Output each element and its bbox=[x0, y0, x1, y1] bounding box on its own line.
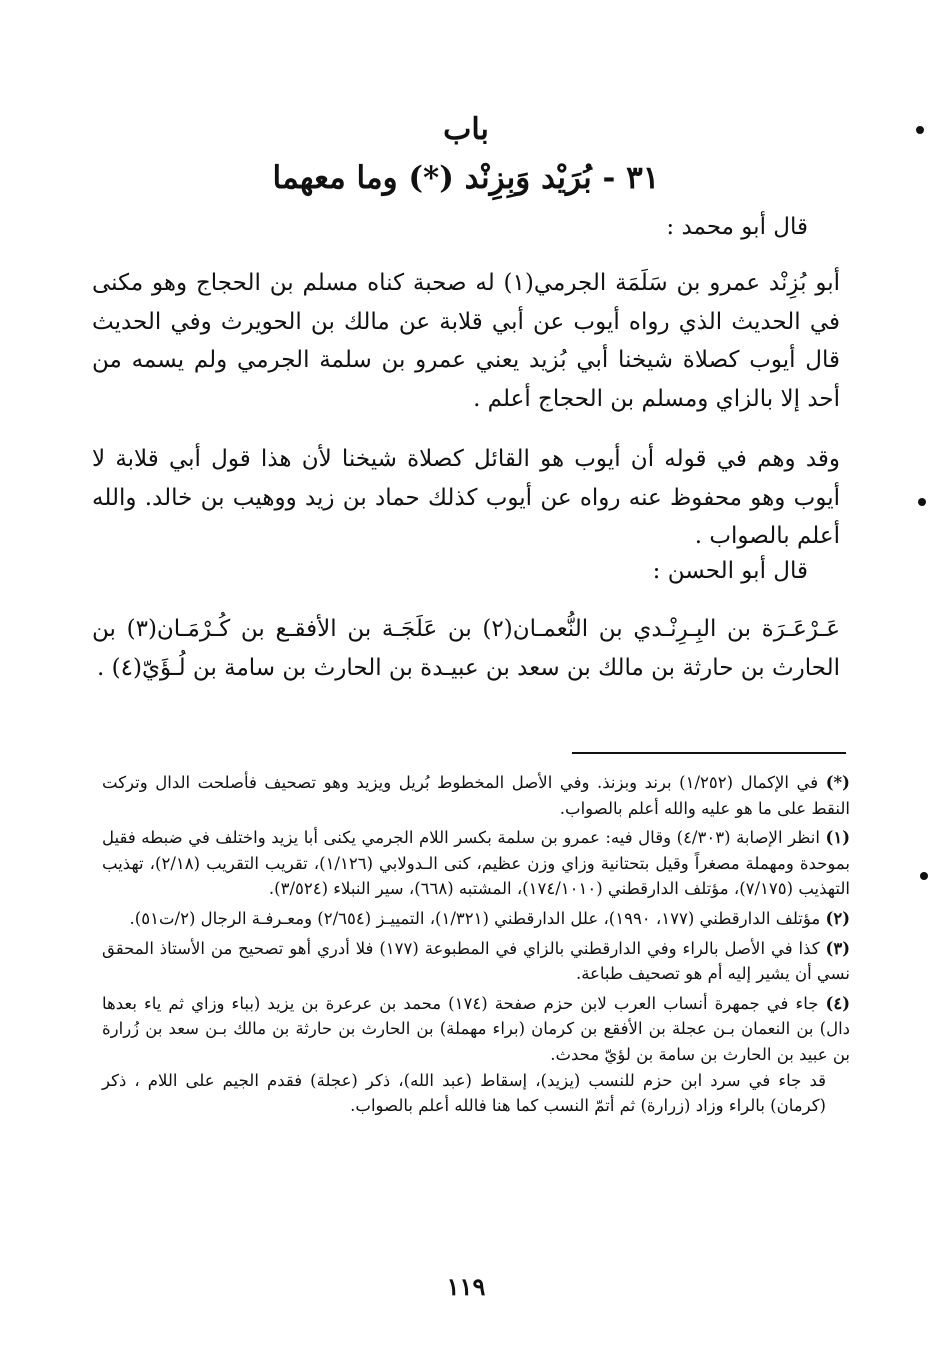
footnote-4 bbox=[102, 991, 850, 1119]
footnote-text: مؤتلف الدارقطني (١٧٧، ١٩٩٠)، علل الدارقطني (١/٣٢١)، التمييـز (٢/٦٥٤) ومعـرفـة الرجال (٢/ت٥١). bbox=[129, 908, 821, 928]
paragraph-arara: عَـرْعَـرَة بن البِـرِنْـدي بن النُّعمـان(٢) بن عَلَجَـة بن الأفقـع بن كُـرْمَـان(٣) بن الحارث بن حارثة بن مالك بن سعد بن عبيـدة بن الحارث بن سامة بن لُـؤَيّ(٤) . bbox=[92, 616, 841, 681]
margin-mark-lower bbox=[920, 872, 928, 880]
paragraph-abu-buzind: أبو بُزِنْد عمرو بن سَلَمَة الجرمي(١) له صحبة كناه مسلم بن الحجاج وهو مكنى في الحديث الذي رواه أيوب عن أبي قلابة عن مالك بن الحويرث وفي الحديث قال أيوب كصلاة شيخنا أبي بُزيد يعني عمرو بن سلمة الجرمي ولم يسمه من أحد إلا بالزاي ومسلم بن الحجاج أعلم . bbox=[92, 270, 840, 412]
footnote-2 bbox=[102, 906, 850, 932]
footnote-star bbox=[102, 770, 850, 821]
chapter-title: ٣١ - بُرَيْد وَبِزِنْد (*) وما معهما bbox=[272, 160, 660, 196]
footnote-marker: (٤) bbox=[825, 993, 850, 1013]
footnote-text: جاء في جمهرة أنساب العرب لابن حزم صفحة (١٧٤) محمد بن عرعرة بن يزيد (بباء وزاي ثم ياء بعدها دال) بن النعمان بـن عجلة بن الأفقع بن كرمان (براء مهملة) بن الحارث بن حارثة بن مالك بـن سعد بن زُرارة بن عبيد بن الحارث بن سامة بن لؤيّ محدث. bbox=[102, 993, 850, 1064]
footnotes bbox=[102, 770, 850, 1123]
chapter-label: باب bbox=[443, 112, 489, 147]
footnote-divider bbox=[572, 752, 846, 754]
footnote-1 bbox=[102, 825, 850, 902]
footnote-text: كذا في الأصل بالراء وفي الدارقطني بالزاي في المطبوعة (١٧٧) فلا أدري أهو تصحيح من الأستاذ المحقق نسي أن يشير إليه أم هو تصحيف طباعة. bbox=[102, 938, 850, 984]
footnote-continuation: قد جاء في سرد ابن حزم للنسب (يزيد)، إسقاط (عبد الله)، ذكر (عجلة) فقدم الجيم على اللام ، ذكر (كرمان) بالراء وزاد (زرارة) ثم أتمّ النسب كما هنا فالله أعلم بالصواب. bbox=[102, 1070, 826, 1116]
footnote-marker: (*) bbox=[825, 773, 850, 792]
paragraph-wahm: وقد وهم في قوله أن أيوب هو القائل كصلاة شيخنا لأن هذا قول أبي قلابة لا أيوب وهو محفوظ عنه رواه عن أيوب كذلك حماد بن زيد ووهيب بن خالد. والله أعلم بالصواب . bbox=[92, 446, 840, 549]
footnote-marker: (١) bbox=[825, 828, 851, 848]
footnote-text: في الإكمال (١/٢٥٢) برند وبزنذ. وفي الأصل المخطوط بُريل ويزيد وهو تصحيف فأصلحت الدال وتركت النقط على ما هو عليه والله أعلم بالصواب. bbox=[102, 773, 850, 818]
speaker-abu-muhammad: قال أبو محمد : bbox=[666, 214, 808, 240]
speaker-abu-alhasan: قال أبو الحسن : bbox=[652, 558, 808, 584]
page-number: ١١٩ bbox=[446, 1272, 486, 1301]
footnote-marker: (٢) bbox=[825, 908, 850, 928]
footnote-3 bbox=[102, 936, 850, 987]
footnote-marker: (٣) bbox=[825, 938, 850, 958]
margin-mark-middle bbox=[918, 498, 926, 506]
footnote-text: انظر الإصابة (٤/٣٠٣) وقال فيه: عمرو بن سلمة بكسر اللام الجرمي يكنى أبا يزيد واختلف في ضبطه فقيل بموحدة ومهملة مصغراً وقيل بتحتانية وزاي وزن عظيم، كنى الـدولابي (١/١٢٦)، تقريب التقريب (٢/١٨)، تهذيب التهذيب (٧/١٧٥)، مؤتلف الدارقطني (١٧٤/١٠١٠)، المشتبه (٦٦٨)، سير النبلاء (٣/٥٢٤). bbox=[102, 828, 851, 899]
